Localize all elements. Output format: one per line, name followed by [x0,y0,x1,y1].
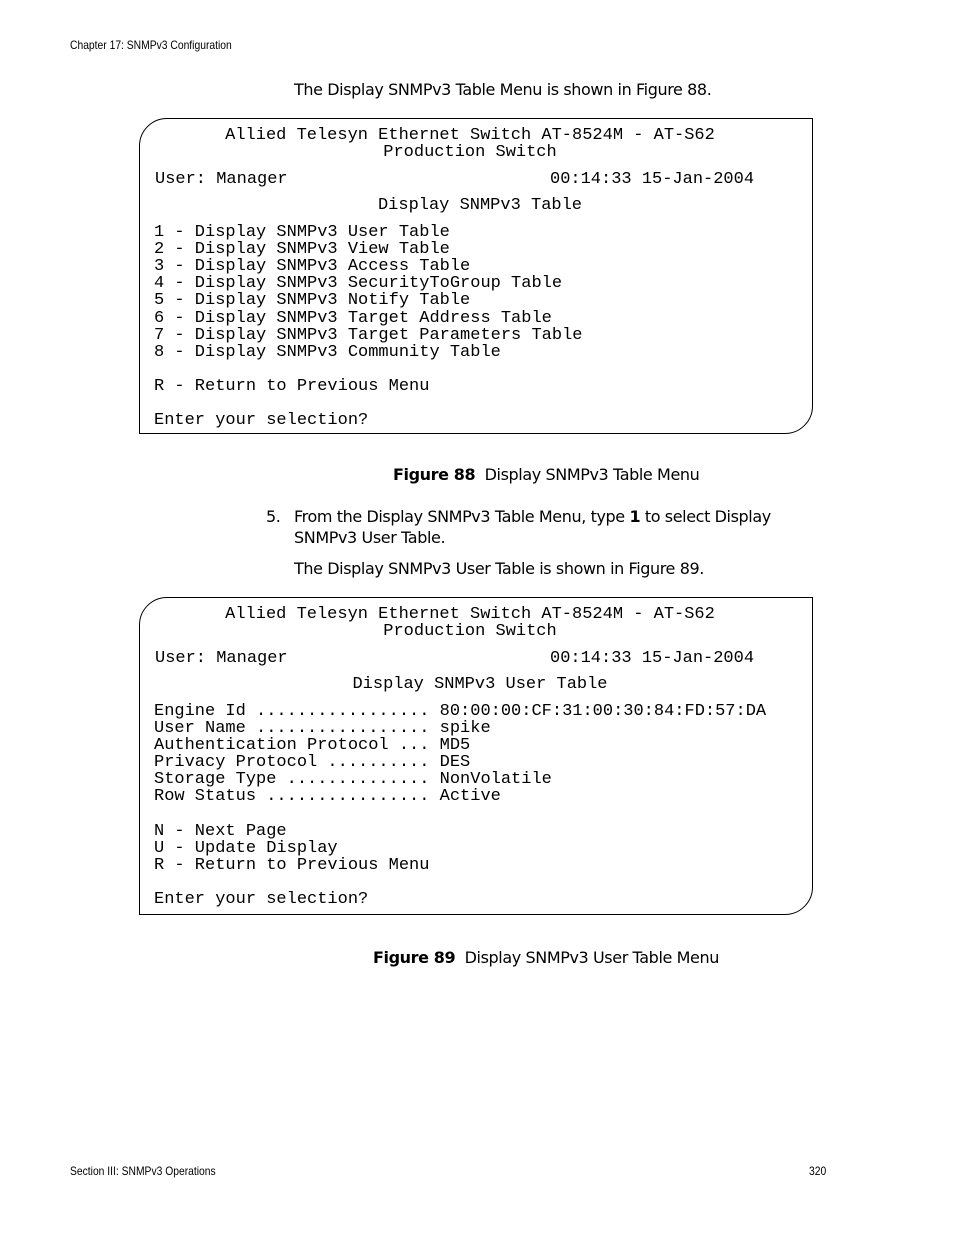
field-user-name: User Name ................. spike [154,719,491,738]
datetime: 00:14:33 15-Jan-2004 [550,649,755,668]
figure-title: Display SNMPv3 Table Menu [484,465,700,484]
selection-prompt: Enter your selection? [154,411,369,430]
figure-label: Figure 89 [373,948,456,967]
screen-title-line-2: Production Switch [383,622,557,641]
menu-item-1: 1 - Display SNMPv3 User Table [154,223,450,242]
user-label: User: Manager [155,649,288,668]
terminal-screen-figure-89 [139,597,813,915]
figure-title: Display SNMPv3 User Table Menu [464,948,719,967]
field-engine-id: Engine Id ................. 80:00:00:CF:31:00:30:84:FD:57:DA [154,702,767,721]
terminal-screen-figure-88 [139,118,813,434]
figure-caption-89 [373,948,719,967]
field-privacy-protocol: Privacy Protocol .......... DES [154,753,471,772]
option-return: R - Return to Previous Menu [154,856,430,875]
menu-item-2: 2 - Display SNMPv3 View Table [154,240,450,259]
menu-item-8: 8 - Display SNMPv3 Community Table [154,343,501,362]
step-5-key: 1 [629,507,641,526]
figure-caption-88 [393,465,699,484]
step-5-line-1 [294,506,771,527]
menu-item-3: 3 - Display SNMPv3 Access Table [154,257,471,276]
menu-item-4: 4 - Display SNMPv3 SecurityToGroup Table [154,274,563,293]
option-update-display: U - Update Display [154,839,338,858]
intro-figure-89: The Display SNMPv3 User Table is shown in Figure 89. [294,559,704,578]
step-5-text-pre: From the Display SNMPv3 Table Menu, type [294,507,630,526]
menu-item-5: 5 - Display SNMPv3 Notify Table [154,291,471,310]
field-storage-type: Storage Type .............. NonVolatile [154,770,552,789]
screen-title-line-1: Allied Telesyn Ethernet Switch AT-8524M - AT-S62 [225,605,715,624]
menu-title: Display SNMPv3 User Table [352,675,608,694]
step-5-line-2: SNMPv3 User Table. [294,528,446,547]
page-number: 320 [809,1164,827,1178]
return-option: R - Return to Previous Menu [154,377,430,396]
field-row-status: Row Status ................ Active [154,787,501,806]
figure-label: Figure 88 [393,465,476,484]
selection-prompt: Enter your selection? [154,890,369,909]
intro-figure-88: The Display SNMPv3 Table Menu is shown in Figure 88. [294,80,712,99]
menu-item-6: 6 - Display SNMPv3 Target Address Table [154,309,552,328]
menu-item-7: 7 - Display SNMPv3 Target Parameters Table [154,326,583,345]
user-label: User: Manager [155,170,288,189]
screen-title-line-2: Production Switch [383,143,557,162]
step-5-text-post: to select Display [640,507,771,526]
menu-title: Display SNMPv3 Table [377,196,583,215]
option-next-page: N - Next Page [154,822,287,841]
running-header: Chapter 17: SNMPv3 Configuration [70,38,232,52]
step-number: 5. [266,507,281,526]
footer-section: Section III: SNMPv3 Operations [70,1164,216,1178]
field-auth-protocol: Authentication Protocol ... MD5 [154,736,471,755]
screen-title-line-1: Allied Telesyn Ethernet Switch AT-8524M - AT-S62 [225,126,715,145]
datetime: 00:14:33 15-Jan-2004 [550,170,755,189]
